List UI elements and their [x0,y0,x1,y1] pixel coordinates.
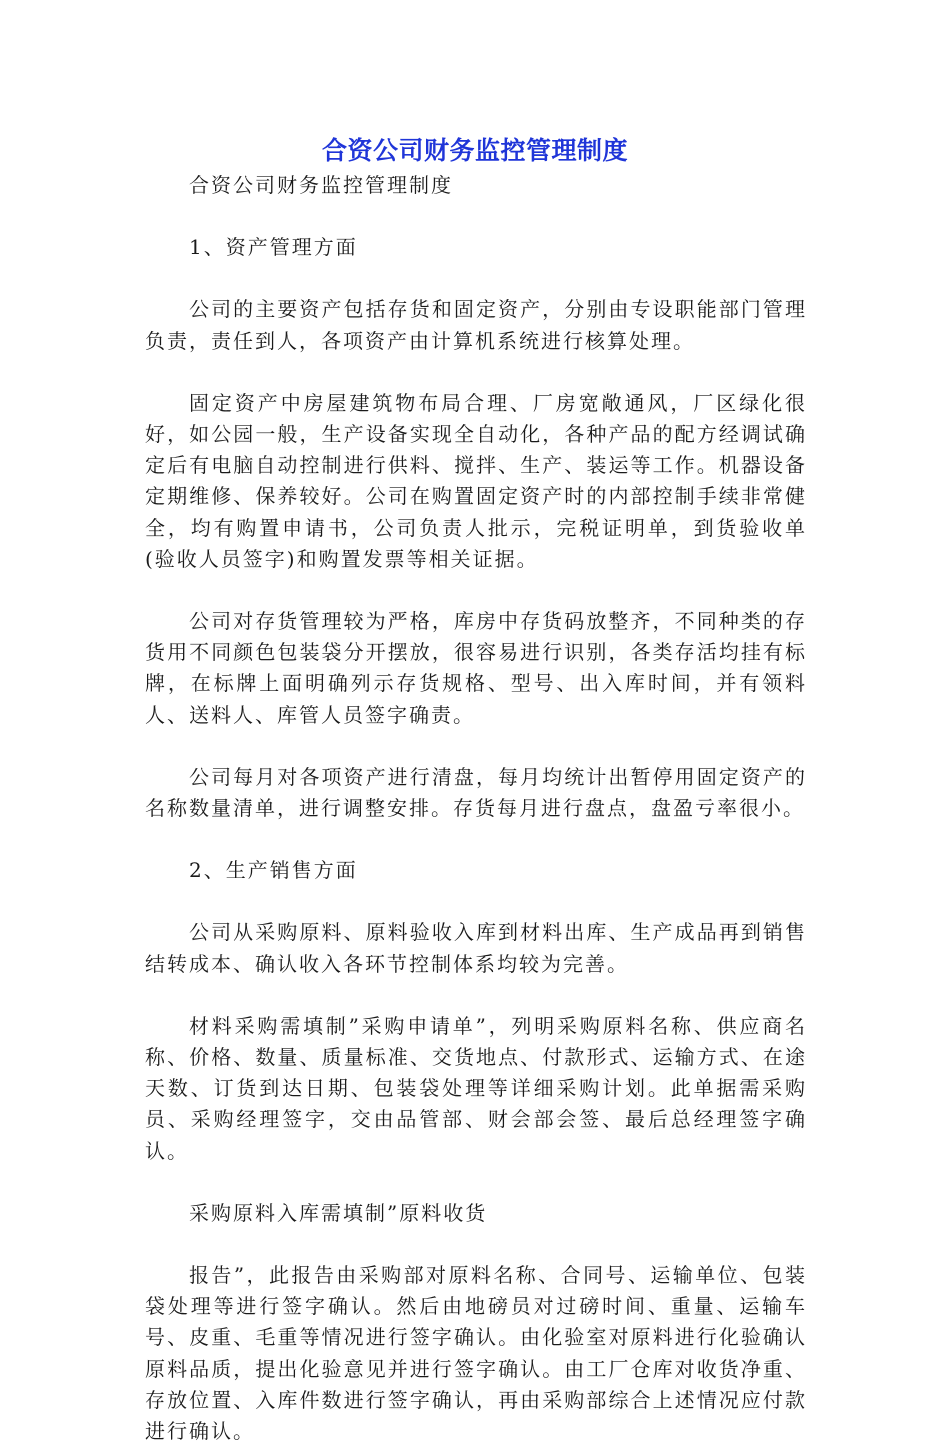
paragraph: 报告”，此报告由采购部对原料名称、合同号、运输单位、包装袋处理等进行签字确认。然后由地磅员对过磅时间、重量、运输车号、皮重、毛重等情况进行签字确认。由化验室对原料进行化验确认原料品质，提出化验意见并进行签字确认。由工厂仓库对收货净重、存放位置、入库件数进行签字确认，再由采购部综合上述情况应付款进行确认。 [145,1263,807,1444]
document-title: 合资公司财务监控管理制度 [321,136,628,165]
section-heading: 1、资产管理方面 [189,235,358,260]
paragraph: 材料采购需填制”采购申请单”，列明采购原料名称、供应商名称、价格、数量、质量标准、交货地点、付款形式、运输方式、在途天数、订货到达日期、包装袋处理等详细采购计划。此单据需采购员、采购经理签字，交由品管部、财会部会签、最后总经理签字确认。 [145,1013,807,1163]
paragraph: 公司从采购原料、原料验收入库到材料出库、生产成品再到销售结转成本、确认收入各环节控制体系均较为完善。 [145,920,807,976]
section-heading: 2、生产销售方面 [189,858,358,883]
paragraph: 公司的主要资产包括存货和固定资产，分别由专设职能部门管理负责，责任到人，各项资产由计算机系统进行核算处理。 [145,297,807,353]
paragraph: 采购原料入库需填制”原料收货 [189,1200,488,1225]
paragraph: 固定资产中房屋建筑物布局合理、厂房宽敞通风，厂区绿化很好，如公园一般，生产设备实现全自动化，各种产品的配方经调试确定后有电脑自动控制进行供料、搅拌、生产、装运等工作。机器设备定期维修、保养较好。公司在购置固定资产时的内部控制手续非常健全，均有购置申请书，公司负责人批示，完税证明单，到货验收单(验收人员签字)和购置发票等相关证据。 [145,390,807,571]
document-body [145,170,807,1447]
paragraph: 公司对存货管理较为严格，库房中存货码放整齐，不同种类的存货用不同颜色包装袋分开摆放，很容易进行识别，各类存活均挂有标牌，在标牌上面明确列示存货规格、型号、出入库时间，并有领料人、送料人、库管人员签字确责。 [145,609,807,727]
paragraph: 合资公司财务监控管理制度 [189,173,453,197]
paragraph: 公司每月对各项资产进行清盘，每月均统计出暂停用固定资产的名称数量清单，进行调整安排。存货每月进行盘点，盘盈亏率很小。 [145,764,807,821]
